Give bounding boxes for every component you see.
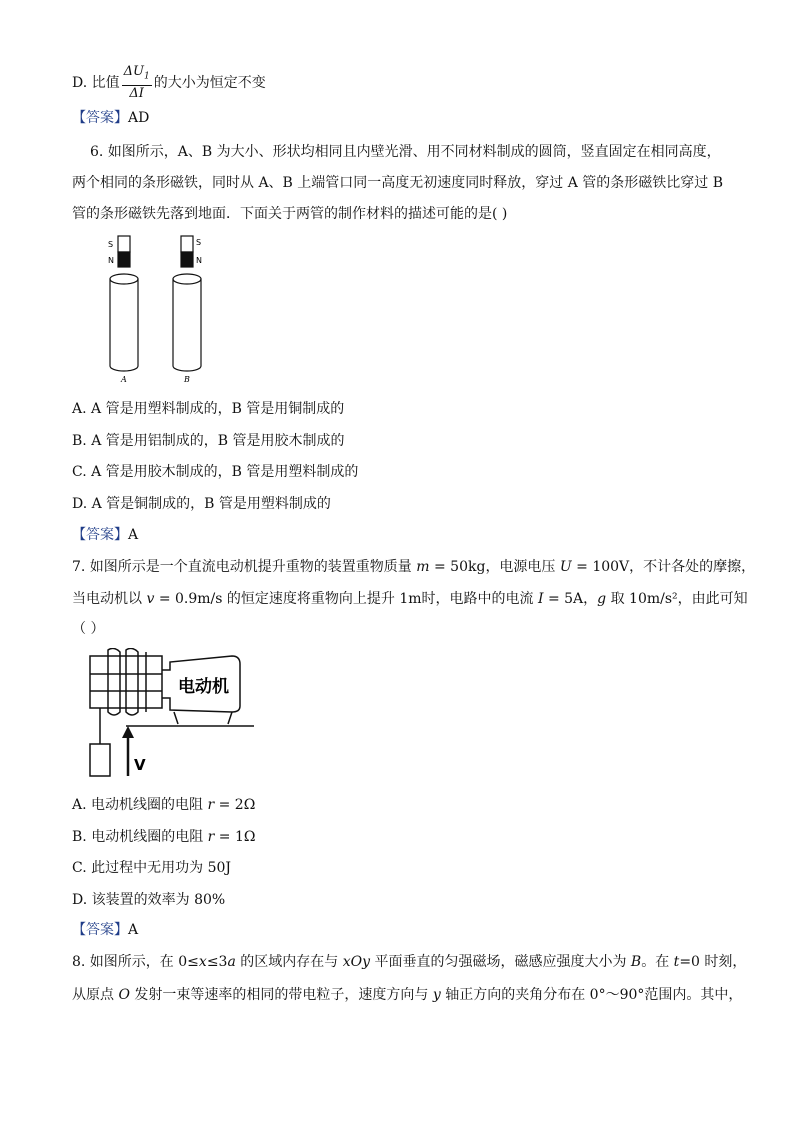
- q6-line-1: 6. 如图所示，A、B 为大小、形状均相同且内壁光滑、用不同材料制成的圆筒，竖直固定在相同高度，: [90, 144, 721, 160]
- left-magnet-s-label: S: [108, 240, 114, 249]
- q8-line-2-text-b: 发射一束等速率的相同的带电粒子，速度方向与: [129, 987, 433, 1003]
- q6-answer: [72, 526, 138, 544]
- q8-line-1-text-e: 。在: [641, 954, 674, 970]
- option-d-ratio: [72, 64, 266, 102]
- right-magnet-s-label: S: [196, 238, 202, 247]
- velocity-arrow-icon: [122, 726, 134, 776]
- q7-line-2-text-d: 取 10m/s²，由此可知: [606, 591, 748, 607]
- answer-value: A: [128, 527, 139, 543]
- q7-option-a-value: = 2Ω: [214, 797, 256, 813]
- var-v: v: [146, 591, 155, 607]
- var-o: O: [118, 987, 130, 1003]
- fraction-denominator: ΔI: [129, 85, 144, 101]
- var-u: U: [559, 559, 572, 575]
- q8-line-1-text-d: 平面垂直的匀强磁场，磁感应强度大小为: [370, 954, 631, 970]
- q8-line-2: [72, 986, 742, 1004]
- q7-line-1-text-c: = 100V，不计各处的摩擦，: [571, 559, 756, 575]
- fraction-numerator: ΔU: [123, 64, 144, 79]
- q8-line-1-text-a: 8. 如图所示，在 0≤: [72, 954, 199, 970]
- weight-block: [90, 744, 110, 776]
- fraction-numerator-subscript: 1: [144, 71, 150, 82]
- tube-b: [173, 274, 201, 371]
- q7-line-3: （ ）: [72, 621, 105, 637]
- left-magnet: [108, 236, 130, 267]
- winch-drum: [90, 648, 162, 715]
- delta-u-over-delta-i-fraction: [122, 64, 152, 102]
- q5-answer: [72, 109, 149, 127]
- var-x: x: [198, 954, 207, 970]
- q7-line-1-text-b: = 50kg，电源电压: [429, 559, 560, 575]
- var-r: r: [207, 829, 215, 845]
- q7-option-a: [72, 796, 255, 814]
- q7-option-a-text: A. 电动机线圈的电阻: [72, 797, 208, 813]
- q8-line-1-text-f: =0 时刻，: [679, 954, 747, 970]
- q6-option-a: A. A 管是用塑料制成的，B 管是用铜制成的: [72, 401, 345, 417]
- var-xoy: xOy: [342, 954, 371, 970]
- q6-tube-figure: [100, 232, 220, 388]
- q7-line-2: [72, 590, 748, 608]
- q7-option-b-text: B. 电动机线圈的电阻: [72, 829, 208, 845]
- q8-line-1-text-c: 的区域内存在与: [235, 954, 343, 970]
- q8-line-1-text-b: ≤3: [206, 954, 228, 970]
- tube-a: [110, 274, 138, 371]
- q6-line-3: 管的条形磁铁先落到地面．下面关于两管的制作材料的描述可能的是( ): [72, 206, 508, 222]
- var-b: B: [630, 954, 642, 970]
- tube-b-label: B: [184, 375, 190, 384]
- q7-line-2-text-c: = 5A，: [543, 591, 598, 607]
- q7-option-c: C. 此过程中无用功为 50J: [72, 860, 231, 876]
- q7-motor-figure: [86, 648, 266, 782]
- var-a: a: [227, 954, 236, 970]
- q7-line-2-text-a: 当电动机以: [72, 591, 147, 607]
- velocity-label: V: [134, 756, 146, 774]
- q6-option-c: C. A 管是用胶木制成的，B 管是用塑料制成的: [72, 464, 359, 480]
- var-y: y: [432, 987, 441, 1003]
- q7-option-d: D. 该装置的效率为 80%: [72, 892, 226, 908]
- q7-option-b-value: = 1Ω: [214, 829, 256, 845]
- q7-line-1: [72, 558, 755, 576]
- var-i: I: [537, 591, 544, 607]
- var-t: t: [673, 954, 680, 970]
- right-magnet: [181, 236, 202, 267]
- answer-label: 【答案】: [72, 922, 128, 938]
- option-d-suffix: 的大小为恒定不变: [153, 74, 266, 91]
- q8-line-2-text-c: 轴正方向的夹角分布在 0°～90°范围内。其中，: [440, 987, 743, 1003]
- var-m: m: [416, 559, 430, 575]
- q7-answer: [72, 921, 138, 939]
- answer-label: 【答案】: [72, 527, 128, 543]
- q7-option-b: [72, 828, 256, 846]
- q8-line-1: [72, 953, 746, 971]
- q8-line-2-text-a: 从原点: [72, 987, 119, 1003]
- motor-label: 电动机: [178, 677, 229, 697]
- var-r: r: [207, 797, 215, 813]
- var-g: g: [597, 591, 607, 607]
- q6-option-b: B. A 管是用铝制成的，B 管是用胶木制成的: [72, 433, 345, 449]
- q6-option-d: D. A 管是铜制成的，B 管是用塑料制成的: [72, 496, 331, 512]
- answer-value: AD: [128, 110, 150, 126]
- right-magnet-n-label: N: [196, 256, 202, 265]
- left-magnet-n-label: N: [108, 256, 114, 265]
- option-d-prefix: D. 比值: [72, 74, 120, 91]
- q7-line-1-text-a: 7. 如图所示是一个直流电动机提升重物的装置重物质量: [72, 559, 417, 575]
- tube-a-label: A: [121, 375, 127, 384]
- q6-line-2: 两个相同的条形磁铁，同时从 A、B 上端管口同一高度无初速度同时释放，穿过 A 管的条形磁铁比穿过 B: [72, 175, 724, 191]
- answer-value: A: [128, 922, 139, 938]
- q7-line-2-text-b: = 0.9m/s 的恒定速度将重物向上提升 1m时，电路中的电流: [154, 591, 538, 607]
- answer-label: 【答案】: [72, 110, 128, 126]
